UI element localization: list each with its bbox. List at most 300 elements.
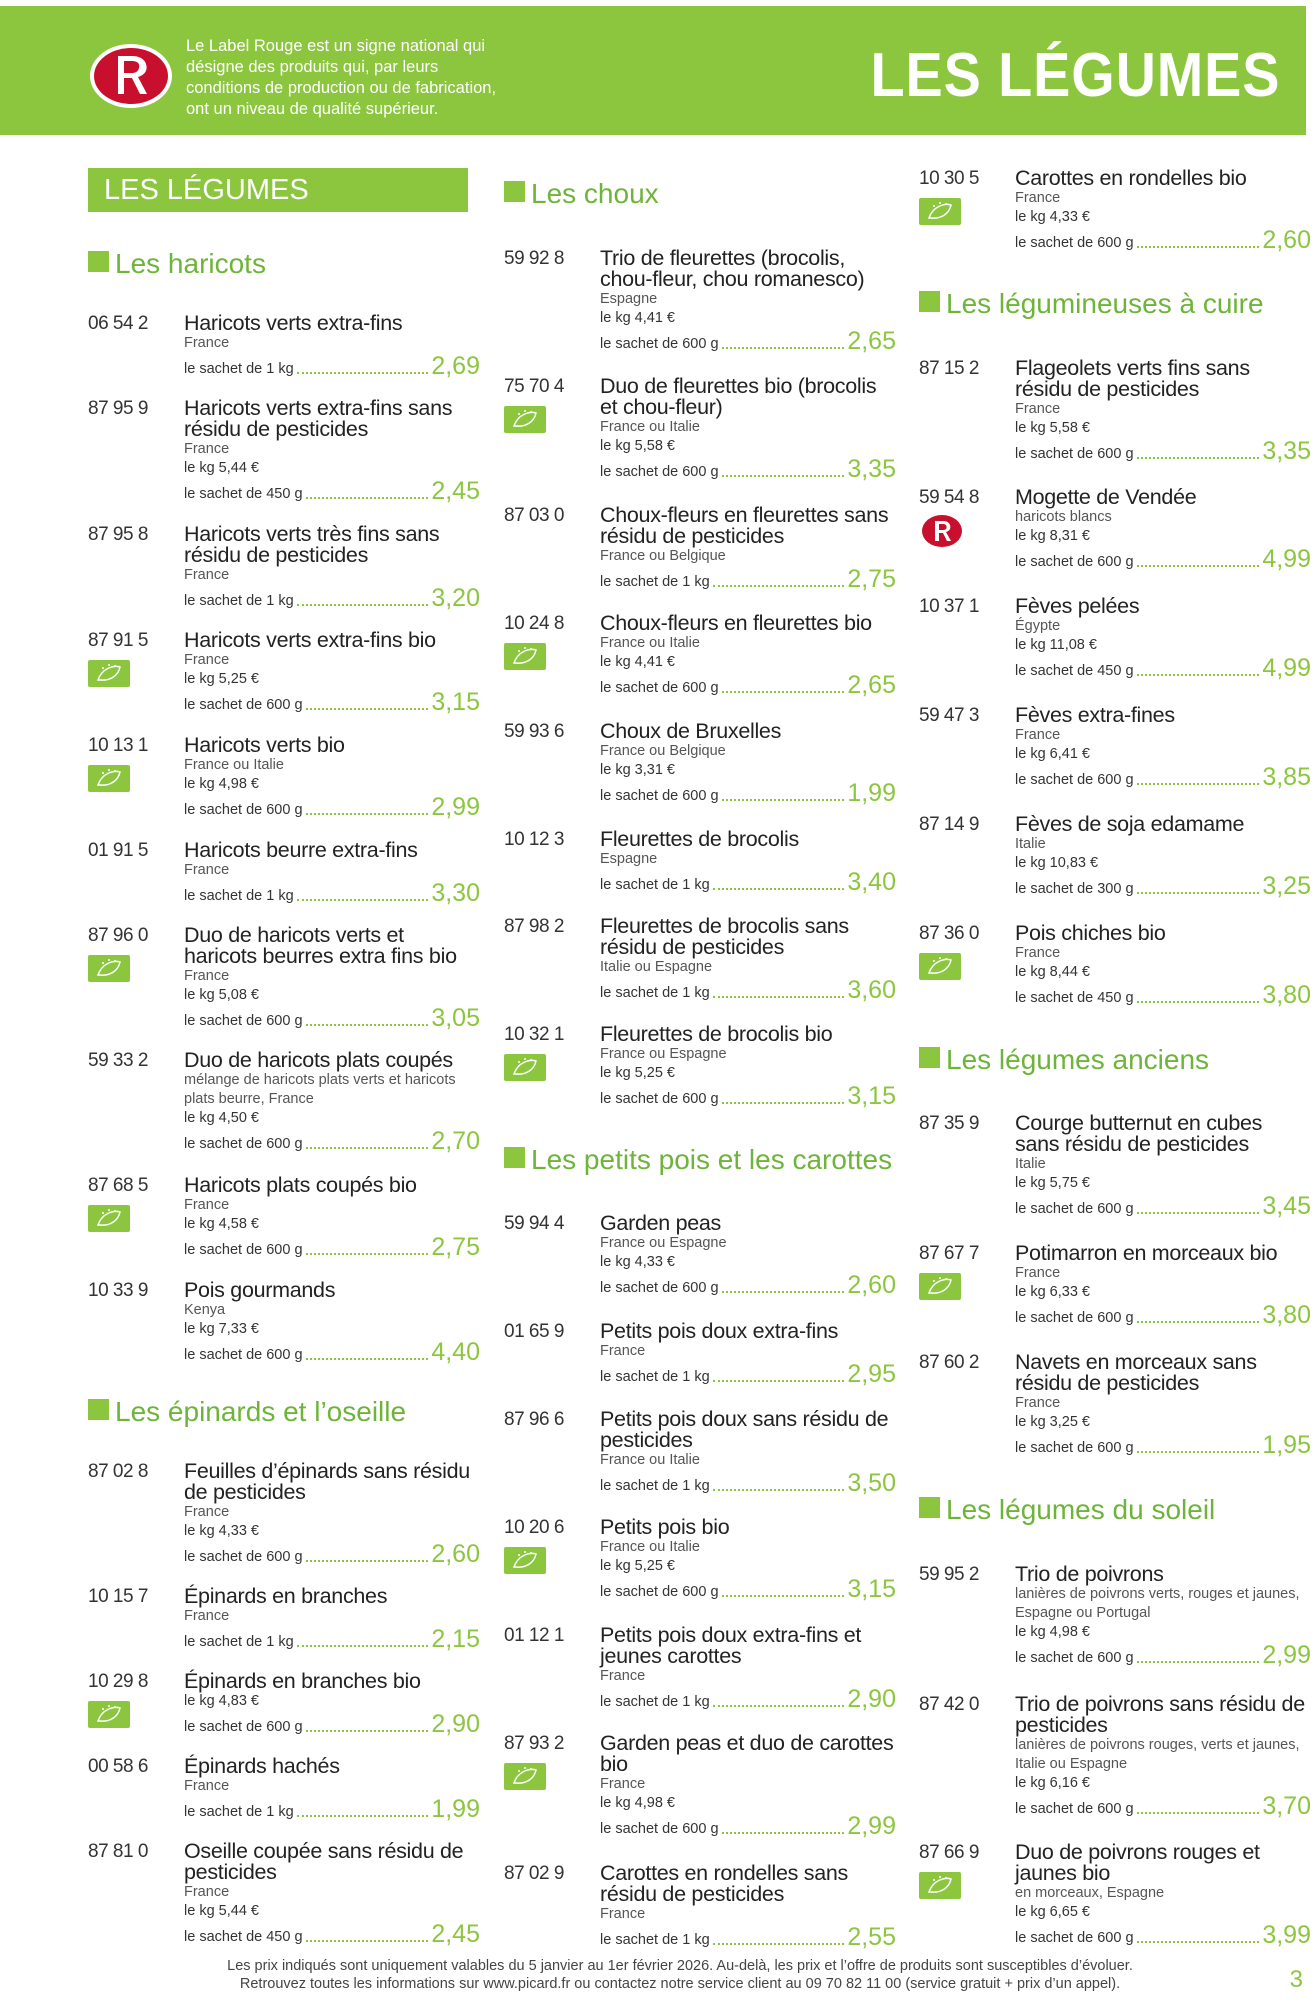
page-title: LES LÉGUMES bbox=[870, 41, 1280, 110]
package-label: le sachet de 600 g bbox=[600, 788, 719, 804]
price-row bbox=[184, 794, 480, 820]
product-price: 3,25 bbox=[1262, 872, 1311, 900]
product-origin: France bbox=[600, 1776, 646, 1792]
price-row bbox=[1015, 227, 1311, 253]
product-price: 2,95 bbox=[847, 1360, 896, 1388]
product-price: 3,20 bbox=[431, 584, 480, 612]
product-origin: France ou Italie bbox=[184, 757, 284, 773]
product-price: 3,30 bbox=[431, 879, 480, 907]
package-label: le sachet de 600 g bbox=[184, 802, 303, 818]
price-per-kg: le kg 4,58 € bbox=[184, 1216, 259, 1232]
product-price: 4,99 bbox=[1262, 654, 1311, 682]
product-name: Pois gourmands bbox=[184, 1278, 336, 1302]
product-name: Choux-fleurs en fleurettes bio bbox=[600, 611, 872, 635]
bio-leaf-icon bbox=[504, 406, 546, 433]
product-price: 1,99 bbox=[431, 1795, 480, 1823]
product-name: Fleurettes de brocolis bio bbox=[600, 1022, 833, 1046]
product-name: Haricots beurre extra-fins bbox=[184, 838, 418, 862]
package-label: le sachet de 600 g bbox=[1015, 1440, 1134, 1456]
price-row bbox=[184, 689, 480, 715]
bio-leaf-icon bbox=[88, 1205, 130, 1232]
price-row bbox=[184, 353, 480, 379]
product-name: Trio de fleurettes (brocolis, chou-fleur, chou romanesco) bbox=[600, 246, 865, 291]
product-origin: France bbox=[184, 335, 230, 351]
product-price: 3,40 bbox=[847, 868, 896, 896]
product-name: Petits pois bio bbox=[600, 1515, 730, 1539]
bio-leaf-icon bbox=[88, 765, 130, 792]
product-price: 3,15 bbox=[847, 1575, 896, 1603]
dot-leader bbox=[306, 1560, 429, 1562]
package-label: le sachet de 450 g bbox=[1015, 990, 1134, 1006]
product-name: Navets en morceaux sans résidu de pesticides bbox=[1015, 1350, 1257, 1395]
dot-leader bbox=[713, 888, 845, 890]
package-label: le sachet de 600 g bbox=[1015, 772, 1134, 788]
product-origin: France bbox=[184, 441, 230, 457]
product-code: 87 02 9 bbox=[504, 1863, 564, 1884]
product-origin: France bbox=[184, 1608, 230, 1624]
price-row bbox=[1015, 764, 1311, 790]
dot-leader bbox=[1137, 783, 1260, 785]
dot-leader bbox=[306, 1253, 429, 1255]
product-name: Trio de poivrons sans résidu de pesticides bbox=[1015, 1692, 1305, 1737]
package-label: le sachet de 600 g bbox=[184, 1242, 303, 1258]
product-price: 2,65 bbox=[847, 327, 896, 355]
product-code: 10 29 8 bbox=[88, 1671, 148, 1692]
product-price: 4,40 bbox=[431, 1338, 480, 1366]
price-per-kg: le kg 6,16 € bbox=[1015, 1775, 1090, 1791]
product-name: Haricots verts extra-fins bio bbox=[184, 628, 436, 652]
package-label: le sachet de 600 g bbox=[184, 697, 303, 713]
product-price: 3,35 bbox=[1262, 437, 1311, 465]
bullet-square-icon bbox=[504, 1147, 525, 1168]
product-code: 10 33 9 bbox=[88, 1280, 148, 1301]
price-per-kg: le kg 4,41 € bbox=[600, 310, 675, 326]
price-row bbox=[1015, 655, 1311, 681]
product-code: 10 30 5 bbox=[919, 168, 979, 189]
product-origin: lanières de poivrons rouges, verts et jaunes, Italie ou Espagne bbox=[1015, 1737, 1300, 1772]
package-label: le sachet de 600 g bbox=[1015, 554, 1134, 570]
price-row bbox=[184, 1234, 480, 1260]
dot-leader bbox=[713, 1489, 845, 1491]
package-label: le sachet de 450 g bbox=[184, 486, 303, 502]
product-price: 2,55 bbox=[847, 1923, 896, 1951]
package-label: le sachet de 600 g bbox=[1015, 1310, 1134, 1326]
footer-line-1: Les prix indiqués sont uniquement valables du 5 janvier au 1er février 2026. Au-delà, les prix et l’offre de produits sont susceptibles d’évoluer. bbox=[227, 1958, 1133, 1974]
package-label: le sachet de 1 kg bbox=[600, 1369, 710, 1385]
product-origin: France bbox=[184, 968, 230, 984]
price-row bbox=[600, 869, 896, 895]
product-code: 87 67 7 bbox=[919, 1243, 979, 1264]
dot-leader bbox=[722, 1595, 845, 1597]
dot-leader bbox=[722, 691, 845, 693]
product-price: 2,45 bbox=[431, 477, 480, 505]
product-name: Potimarron en morceaux bio bbox=[1015, 1241, 1278, 1265]
footer-disclaimer bbox=[160, 1957, 1200, 1993]
product-code: 10 32 1 bbox=[504, 1024, 564, 1045]
package-label: le sachet de 1 kg bbox=[184, 888, 294, 904]
product-code: 87 66 9 bbox=[919, 1842, 979, 1863]
dot-leader bbox=[297, 899, 429, 901]
bullet-square-icon bbox=[88, 251, 109, 272]
product-price: 4,99 bbox=[1262, 545, 1311, 573]
product-price: 2,90 bbox=[847, 1685, 896, 1713]
dot-leader bbox=[297, 1645, 429, 1647]
bio-leaf-icon bbox=[919, 1872, 961, 1899]
price-row bbox=[600, 1576, 896, 1602]
product-code: 87 14 9 bbox=[919, 814, 979, 835]
product-name: Carottes en rondelles bio bbox=[1015, 166, 1247, 190]
product-origin: France bbox=[184, 862, 230, 878]
product-price: 2,60 bbox=[1262, 226, 1311, 254]
product-name: Garden peas bbox=[600, 1211, 722, 1235]
price-per-kg: le kg 4,41 € bbox=[600, 654, 675, 670]
price-per-kg: le kg 4,98 € bbox=[1015, 1624, 1090, 1640]
product-origin: France bbox=[600, 1906, 646, 1922]
price-row bbox=[600, 977, 896, 1003]
product-code: 87 03 0 bbox=[504, 505, 564, 526]
section-heading-choux: Les choux bbox=[504, 178, 659, 210]
price-row bbox=[600, 1686, 896, 1712]
product-origin: France bbox=[184, 1884, 230, 1900]
product-price: 3,05 bbox=[431, 1004, 480, 1032]
product-price: 2,75 bbox=[431, 1233, 480, 1261]
product-origin: France bbox=[184, 1778, 230, 1794]
price-row bbox=[1015, 1302, 1311, 1328]
product-name: Haricots verts extra-fins sans résidu de pesticides bbox=[184, 396, 453, 441]
product-price: 3,35 bbox=[847, 455, 896, 483]
bio-leaf-icon bbox=[919, 953, 961, 980]
package-label: le sachet de 450 g bbox=[184, 1929, 303, 1945]
product-code: 59 95 2 bbox=[919, 1564, 979, 1585]
dot-leader bbox=[722, 1832, 845, 1834]
price-per-kg: le kg 5,25 € bbox=[600, 1558, 675, 1574]
package-label: le sachet de 600 g bbox=[184, 1549, 303, 1565]
price-row bbox=[184, 1128, 480, 1154]
package-label: le sachet de 300 g bbox=[1015, 881, 1134, 897]
footer-line-2: Retrouvez toutes les informations sur www.picard.fr ou contactez notre service client au 09 70 82 11 00 (service gratuit + prix d’un appel). bbox=[239, 1976, 1121, 1992]
product-origin: France ou Italie bbox=[600, 635, 700, 651]
product-code: 10 37 1 bbox=[919, 596, 979, 617]
bio-leaf-icon bbox=[504, 1054, 546, 1081]
product-origin: France bbox=[1015, 945, 1061, 961]
price-row bbox=[600, 566, 896, 592]
price-row bbox=[184, 1711, 480, 1737]
product-origin: France ou Italie bbox=[600, 1452, 700, 1468]
dot-leader bbox=[713, 1943, 845, 1945]
product-code: 75 70 4 bbox=[504, 376, 564, 397]
package-label: le sachet de 600 g bbox=[1015, 1650, 1134, 1666]
price-row bbox=[1015, 1193, 1311, 1219]
price-per-kg: le kg 8,44 € bbox=[1015, 964, 1090, 980]
package-label: le sachet de 600 g bbox=[600, 1821, 719, 1837]
product-origin: Italie ou Espagne bbox=[600, 959, 713, 975]
product-name: Petits pois doux extra-fins et jeunes carottes bbox=[600, 1623, 862, 1668]
product-code: 59 92 8 bbox=[504, 248, 564, 269]
price-per-kg: le kg 5,75 € bbox=[1015, 1175, 1090, 1191]
product-name: Épinards hachés bbox=[184, 1754, 340, 1778]
price-row bbox=[600, 672, 896, 698]
package-label: le sachet de 600 g bbox=[1015, 1930, 1134, 1946]
product-price: 2,99 bbox=[1262, 1641, 1311, 1669]
price-row bbox=[1015, 1793, 1311, 1819]
product-origin: Égypte bbox=[1015, 618, 1061, 634]
bio-leaf-icon bbox=[88, 955, 130, 982]
page-number: 3 bbox=[1289, 1966, 1303, 1993]
section-heading-haricots: Les haricots bbox=[88, 248, 266, 280]
price-per-kg: le kg 4,33 € bbox=[600, 1254, 675, 1270]
price-per-kg: le kg 7,33 € bbox=[184, 1321, 259, 1337]
product-origin: France bbox=[184, 652, 230, 668]
product-name: Choux de Bruxelles bbox=[600, 719, 782, 743]
product-code: 59 94 4 bbox=[504, 1213, 564, 1234]
product-code: 10 20 6 bbox=[504, 1517, 564, 1538]
product-code: 87 60 2 bbox=[919, 1352, 979, 1373]
product-name: Petits pois doux sans résidu de pesticides bbox=[600, 1407, 889, 1452]
dot-leader bbox=[1137, 1451, 1260, 1453]
product-code: 01 91 5 bbox=[88, 840, 148, 861]
product-code: 59 93 6 bbox=[504, 721, 564, 742]
bio-leaf-icon bbox=[919, 1273, 961, 1300]
price-row bbox=[184, 585, 480, 611]
product-origin: France bbox=[184, 1504, 230, 1520]
product-code: 87 98 2 bbox=[504, 916, 564, 937]
product-origin: France ou Belgique bbox=[600, 743, 726, 759]
product-name: Pois chiches bio bbox=[1015, 921, 1166, 945]
package-label: le sachet de 1 kg bbox=[600, 1694, 710, 1710]
product-code: 10 12 3 bbox=[504, 829, 564, 850]
product-name: Fèves pelées bbox=[1015, 594, 1140, 618]
product-name: Fèves de soja edamame bbox=[1015, 812, 1245, 836]
product-origin: France bbox=[184, 1197, 230, 1213]
dot-leader bbox=[306, 813, 429, 815]
product-origin: lanières de poivrons verts, rouges et jaunes, Espagne ou Portugal bbox=[1015, 1586, 1300, 1621]
product-name: Flageolets verts fins sans résidu de pesticides bbox=[1015, 356, 1250, 401]
dot-leader bbox=[306, 1358, 429, 1360]
product-price: 2,60 bbox=[847, 1271, 896, 1299]
price-row bbox=[184, 1921, 480, 1947]
product-code: 87 96 0 bbox=[88, 925, 148, 946]
price-per-kg: le kg 5,44 € bbox=[184, 460, 259, 476]
dot-leader bbox=[1137, 674, 1260, 676]
product-name: Fleurettes de brocolis sans résidu de pesticides bbox=[600, 914, 849, 959]
price-row bbox=[184, 1005, 480, 1031]
dot-leader bbox=[306, 1024, 429, 1026]
product-name: Duo de haricots verts et haricots beurres extra fins bio bbox=[184, 923, 457, 968]
product-price: 2,99 bbox=[431, 793, 480, 821]
product-name: Mogette de Vendée bbox=[1015, 485, 1197, 509]
package-label: le sachet de 600 g bbox=[600, 1584, 719, 1600]
product-code: 87 81 0 bbox=[88, 1841, 148, 1862]
dot-leader bbox=[722, 1291, 845, 1293]
dot-leader bbox=[297, 372, 429, 374]
price-per-kg: le kg 4,33 € bbox=[1015, 209, 1090, 225]
price-row bbox=[600, 1361, 896, 1387]
product-origin: France bbox=[1015, 1395, 1061, 1411]
price-row bbox=[600, 328, 896, 354]
product-price: 1,95 bbox=[1262, 1431, 1311, 1459]
package-label: le sachet de 600 g bbox=[600, 1091, 719, 1107]
section-heading-soleil: Les légumes du soleil bbox=[919, 1494, 1215, 1526]
price-per-kg: le kg 5,58 € bbox=[600, 438, 675, 454]
product-origin: France ou Espagne bbox=[600, 1046, 727, 1062]
dot-leader bbox=[722, 799, 845, 801]
price-row bbox=[600, 456, 896, 482]
package-label: le sachet de 450 g bbox=[1015, 663, 1134, 679]
dot-leader bbox=[1137, 1212, 1260, 1214]
product-price: 1,99 bbox=[847, 779, 896, 807]
package-label: le sachet de 1 kg bbox=[600, 877, 710, 893]
price-per-kg: le kg 3,31 € bbox=[600, 762, 675, 778]
product-name: Haricots verts bio bbox=[184, 733, 345, 757]
dot-leader bbox=[297, 1815, 429, 1817]
product-name: Duo de haricots plats coupés bbox=[184, 1048, 453, 1072]
price-per-kg: le kg 6,65 € bbox=[1015, 1904, 1090, 1920]
product-code: 87 91 5 bbox=[88, 630, 148, 651]
price-per-kg: le kg 5,58 € bbox=[1015, 420, 1090, 436]
product-origin: France bbox=[1015, 727, 1061, 743]
dot-leader bbox=[297, 604, 429, 606]
package-label: le sachet de 600 g bbox=[1015, 1201, 1134, 1217]
price-row bbox=[600, 1470, 896, 1496]
price-row bbox=[1015, 1922, 1311, 1948]
dot-leader bbox=[1137, 1001, 1260, 1003]
price-row bbox=[1015, 1642, 1311, 1668]
label-rouge-logo-icon bbox=[88, 42, 174, 110]
dot-leader bbox=[722, 1102, 845, 1104]
price-row bbox=[600, 1924, 896, 1950]
product-name: Courge butternut en cubes sans résidu de pesticides bbox=[1015, 1111, 1263, 1156]
product-price: 2,90 bbox=[431, 1710, 480, 1738]
price-per-kg: le kg 6,41 € bbox=[1015, 746, 1090, 762]
product-name: Épinards en branches bio bbox=[184, 1669, 421, 1693]
product-code: 87 35 9 bbox=[919, 1113, 979, 1134]
product-origin: France bbox=[600, 1343, 646, 1359]
price-row bbox=[184, 1541, 480, 1567]
dot-leader bbox=[713, 585, 845, 587]
price-row bbox=[1015, 438, 1311, 464]
price-row bbox=[1015, 873, 1311, 899]
price-per-kg: le kg 8,31 € bbox=[1015, 528, 1090, 544]
product-price: 3,15 bbox=[431, 688, 480, 716]
package-label: le sachet de 1 kg bbox=[184, 1634, 294, 1650]
product-origin: Kenya bbox=[184, 1302, 226, 1318]
product-origin: en morceaux, Espagne bbox=[1015, 1885, 1165, 1901]
product-name: Garden peas et duo de carottes bio bbox=[600, 1731, 894, 1776]
product-name: Haricots verts extra-fins bbox=[184, 311, 403, 335]
header-banner bbox=[0, 6, 1306, 135]
package-label: le sachet de 1 kg bbox=[600, 574, 710, 590]
product-name: Trio de poivrons bbox=[1015, 1562, 1164, 1586]
bio-leaf-icon bbox=[88, 660, 130, 687]
product-code: 10 15 7 bbox=[88, 1586, 148, 1607]
product-price: 3,80 bbox=[1262, 1301, 1311, 1329]
dot-leader bbox=[306, 708, 429, 710]
dot-leader bbox=[713, 996, 845, 998]
product-name: Feuilles d’épinards sans résidu de pesticides bbox=[184, 1459, 470, 1504]
bio-leaf-icon bbox=[504, 1547, 546, 1574]
dot-leader bbox=[1137, 1321, 1260, 1323]
price-row bbox=[1015, 982, 1311, 1008]
dot-leader bbox=[1137, 246, 1260, 248]
price-row bbox=[184, 880, 480, 906]
product-code: 87 96 6 bbox=[504, 1409, 564, 1430]
product-price: 2,65 bbox=[847, 671, 896, 699]
price-per-kg: le kg 5,08 € bbox=[184, 987, 259, 1003]
section-heading-legumineuses: Les légumineuses à cuire bbox=[919, 288, 1264, 320]
price-per-kg: le kg 4,98 € bbox=[184, 776, 259, 792]
section-heading-anciens: Les légumes anciens bbox=[919, 1044, 1209, 1076]
product-origin: France ou Italie bbox=[600, 419, 700, 435]
bio-leaf-icon bbox=[504, 1763, 546, 1790]
product-name: Fleurettes de brocolis bbox=[600, 827, 799, 851]
product-code: 01 65 9 bbox=[504, 1321, 564, 1342]
package-label: le sachet de 600 g bbox=[184, 1347, 303, 1363]
product-price: 2,60 bbox=[431, 1540, 480, 1568]
package-label: le sachet de 600 g bbox=[184, 1136, 303, 1152]
product-name: Épinards en branches bbox=[184, 1584, 388, 1608]
price-row bbox=[184, 1626, 480, 1652]
dot-leader bbox=[713, 1380, 845, 1382]
product-name: Petits pois doux extra-fins bbox=[600, 1319, 839, 1343]
product-code: 87 68 5 bbox=[88, 1175, 148, 1196]
package-label: le sachet de 600 g bbox=[1015, 235, 1134, 251]
section-heading-epinards: Les épinards et l’oseille bbox=[88, 1396, 406, 1428]
price-per-kg: le kg 5,44 € bbox=[184, 1903, 259, 1919]
bullet-square-icon bbox=[919, 1497, 940, 1518]
dot-leader bbox=[306, 1147, 429, 1149]
price-per-kg: le kg 4,83 € bbox=[184, 1693, 259, 1709]
product-price: 3,45 bbox=[1262, 1192, 1311, 1220]
package-label: le sachet de 1 kg bbox=[184, 361, 294, 377]
package-label: le sachet de 600 g bbox=[1015, 446, 1134, 462]
product-origin: France ou Espagne bbox=[600, 1235, 727, 1251]
price-row bbox=[600, 1272, 896, 1298]
product-code: 87 42 0 bbox=[919, 1694, 979, 1715]
bio-leaf-icon bbox=[919, 198, 961, 225]
package-label: le sachet de 600 g bbox=[184, 1013, 303, 1029]
dot-leader bbox=[722, 347, 845, 349]
package-label: le sachet de 600 g bbox=[600, 336, 719, 352]
package-label: le sachet de 1 kg bbox=[184, 1804, 294, 1820]
product-price: 3,85 bbox=[1262, 763, 1311, 791]
product-price: 2,70 bbox=[431, 1127, 480, 1155]
price-per-kg: le kg 11,08 € bbox=[1015, 637, 1097, 653]
price-per-kg: le kg 5,25 € bbox=[184, 671, 259, 687]
dot-leader bbox=[722, 475, 845, 477]
dot-leader bbox=[1137, 457, 1260, 459]
product-code: 00 58 6 bbox=[88, 1756, 148, 1777]
bullet-square-icon bbox=[919, 1047, 940, 1068]
product-code: 87 02 8 bbox=[88, 1461, 148, 1482]
price-per-kg: le kg 4,98 € bbox=[600, 1795, 675, 1811]
price-row bbox=[600, 780, 896, 806]
bullet-square-icon bbox=[88, 1399, 109, 1420]
price-per-kg: le kg 10,83 € bbox=[1015, 855, 1099, 871]
product-name: Carottes en rondelles sans résidu de pesticides bbox=[600, 1861, 848, 1906]
price-row bbox=[1015, 546, 1311, 572]
package-label: le sachet de 1 kg bbox=[184, 593, 294, 609]
package-label: le sachet de 1 kg bbox=[600, 985, 710, 1001]
product-origin: Espagne bbox=[600, 291, 658, 307]
product-name: Haricots plats coupés bio bbox=[184, 1173, 417, 1197]
product-price: 2,75 bbox=[847, 565, 896, 593]
product-price: 3,70 bbox=[1262, 1792, 1311, 1820]
label-rouge-text: Le Label Rouge est un signe national qui désigne des produits qui, par leurs conditions de production ou de fabrication, ont un niveau de qualité supérieur. bbox=[186, 37, 497, 118]
dot-leader bbox=[1137, 565, 1260, 567]
product-price: 3,15 bbox=[847, 1082, 896, 1110]
product-name: Haricots verts très fins sans résidu de pesticides bbox=[184, 522, 440, 567]
package-label: le sachet de 600 g bbox=[184, 1719, 303, 1735]
